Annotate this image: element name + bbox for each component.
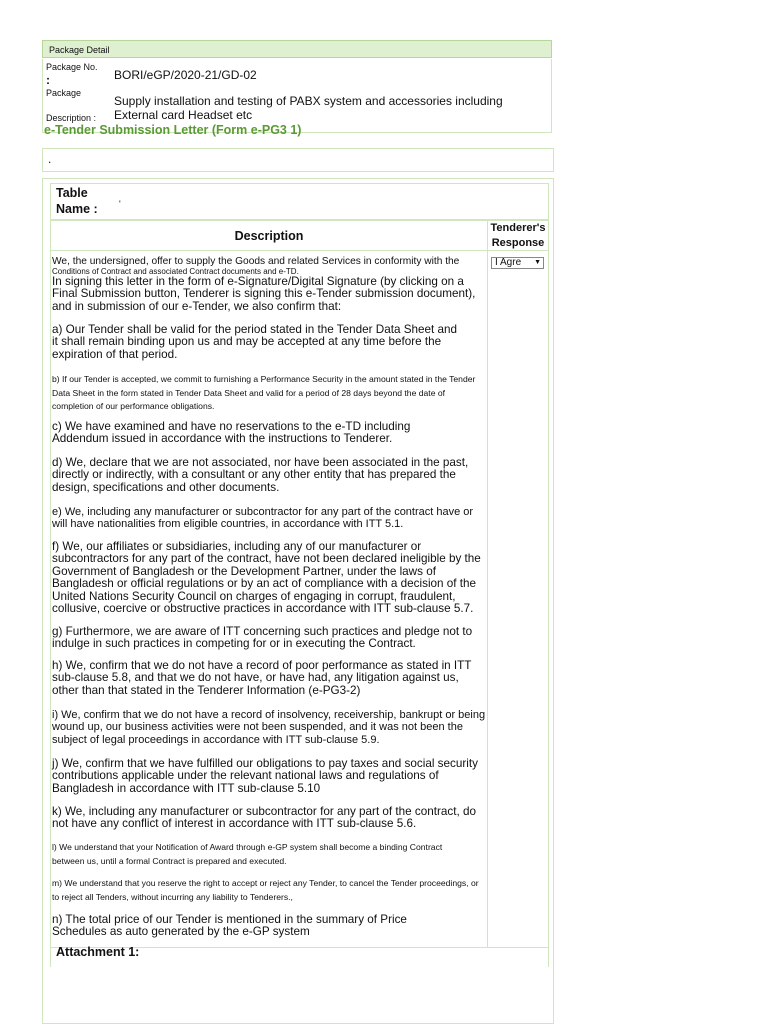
clause-g: g) Furthermore, we are aware of ITT concerning such practices and pledge not to indulge in such practices in competing for or in executing the Contract.	[52, 625, 473, 651]
column-header-response-line2: Response	[491, 237, 545, 249]
table-name-label-2: Name :	[56, 202, 98, 216]
clause-c: c) We have examined and have no reservations to the e-TD including Addendum issued in accordance with the instructions to Tenderer.	[52, 420, 411, 446]
intro-line-1: We, the undersigned, offer to supply the Goods and related Services in conformity with the	[52, 256, 460, 267]
chevron-down-icon: ▼	[534, 259, 541, 266]
package-no-value: BORI/eGP/2020-21/GD-02	[114, 68, 257, 82]
info-dot: .	[48, 152, 52, 166]
clause-e: e) We, including any manufacturer or subcontractor for any part of the contract have or will have nationalities from eligible countries, in accordance with ITT 5.1.	[52, 506, 474, 531]
clause-b: b) If our Tender is accepted, we commit to furnishing a Performance Security in the amount stated in the Tender Data Sheet in the form stated in Tender Data Sheet and valid for a period of 28 days beyond the date of completion of our performance obligations.	[52, 374, 476, 411]
package-detail-header: Package Detail	[42, 40, 552, 58]
table-name-label-1: Table	[56, 186, 88, 200]
clause-j: j) We, confirm that we have fulfilled our obligations to pay taxes and social security contributions applicable under the relevant national laws and regulations of Bangladesh in accordance with ITT sub-clause 5.10	[52, 757, 478, 795]
clause-n: n) The total price of our Tender is mentioned in the summary of Price Schedules as auto generated by the e-GP system	[52, 913, 407, 939]
intro-paragraph: In signing this letter in the form of e-Signature/Digital Signature (by clicking on a Final Submission button, Tenderer is signing this e-Tender submission document), and in submission of our e-Tender, we also confirm that:	[52, 275, 476, 313]
column-header-description: Description	[50, 220, 488, 251]
column-header-response-line1: Tenderer's	[490, 222, 546, 234]
package-no-colon: :	[46, 73, 50, 87]
clause-f: f) We, our affiliates or subsidiaries, including any of our manufacturer or subcontractors for any part of the contract, have not been declared ineligible by the Government of Bangladesh or the Development Partner, under the laws of Bangladesh or official regulations or by an act of compliance with a decision of the United Nations Security Council on charges of engaging in corrupt, fraudulent, collusive, coercive or obstructive practices in accordance with ITT sub-clause 5.7.	[52, 540, 481, 616]
column-header-response	[487, 220, 549, 251]
package-no-label: Package No.	[46, 62, 98, 72]
clause-d: d) We, declare that we are not associated, nor have been associated in the past, directly or indirectly, with a consultant or any other entity that has prepared the design, specifications and other documents.	[52, 456, 469, 494]
table-name-box	[50, 183, 549, 220]
clause-m: m) We understand that you reserve the right to accept or reject any Tender, to cancel the Tender proceedings, or to reject all Tenders, without incurring any liability to Tenderers.,	[52, 878, 479, 902]
package-desc-label-2: Description :	[46, 113, 97, 123]
intro-line-2: Conditions of Contract and associated Contract documents and e-TD.	[52, 267, 299, 276]
clause-h: h) We, confirm that we do not have a record of poor performance as stated in ITT sub-clause 5.8, and that we do not have, or have had, any litigation against us, other than that stated in the Tenderer Information (e-PG3-2)	[52, 659, 472, 697]
response-cell	[487, 251, 549, 948]
clause-l: l) We understand that your Notification of Award through e-GP system shall become a binding Contract between us, until a formal Contract is prepared and executed.	[52, 842, 443, 866]
package-desc-label-1: Package	[46, 88, 82, 98]
info-box	[42, 148, 554, 172]
response-select[interactable]	[491, 257, 544, 269]
response-select-value: I Agre	[495, 257, 522, 268]
attachment-label: Attachment 1:	[56, 945, 140, 959]
form-title: e-Tender Submission Letter (Form e-PG3 1)	[44, 123, 302, 137]
package-desc-value: Supply installation and testing of PABX system and accessories including External card Headset etc	[114, 94, 503, 122]
clause-k: k) We, including any manufacturer or subcontractor for any part of the contract, do not have any conflict of interest in accordance with ITT sub-clause 5.6.	[52, 805, 476, 831]
table-name-value: '	[119, 199, 121, 209]
clause-a: a) Our Tender shall be valid for the period stated in the Tender Data Sheet and it shall remain binding upon us and may be accepted at any time before the expiration of that period.	[52, 323, 457, 361]
clause-i: i) We, confirm that we do not have a record of insolvency, receivership, bankrupt or being wound up, our business activities were not been suspended, and it was not been the subject of legal proceedings in accordance with ITT sub-clause 5.9.	[52, 709, 486, 746]
